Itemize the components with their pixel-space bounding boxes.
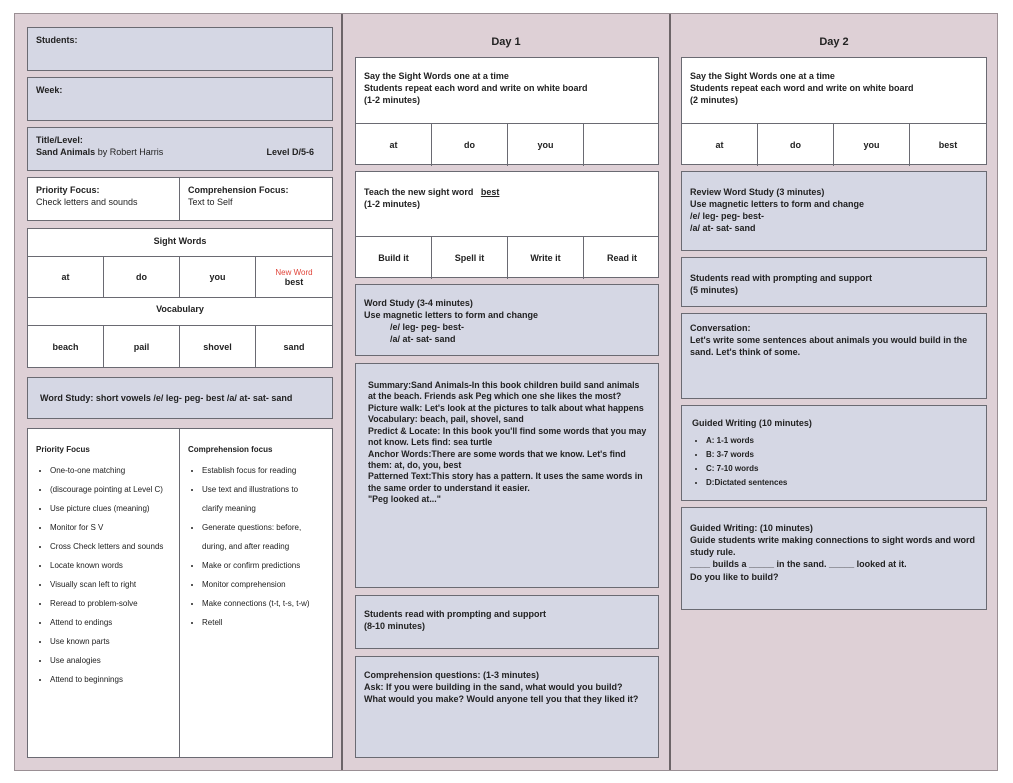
- book-level: Level D/5-6: [266, 147, 314, 158]
- list-item: • Retell: [202, 618, 326, 627]
- guided-prompt-instruction: Guide students write making connections to sight words and word study rule.: [690, 535, 976, 558]
- sight-word-cell: you: [508, 124, 584, 166]
- sight-intro-line: (1-2 minutes): [364, 95, 421, 106]
- day1-comprehension-box: [355, 656, 659, 758]
- day2-sight-row: [682, 123, 986, 166]
- word-study-line: /a/ at- sat- sand: [390, 334, 456, 345]
- day1-sight-intro: [356, 58, 658, 122]
- list-item: • C: 7-10 words: [706, 464, 978, 473]
- word-study-line: /e/ leg- peg- best-: [390, 322, 465, 333]
- day2-title: Day 2: [819, 36, 849, 48]
- comprehension-focus: [180, 178, 332, 220]
- priority-focus-label: Priority Focus:: [36, 185, 100, 195]
- day1-sight-box: [355, 57, 659, 165]
- day1-column: [343, 14, 671, 770]
- day2-sight-box: [681, 57, 987, 165]
- day1-summary-box: [355, 363, 659, 588]
- sight-word-cell: do: [758, 124, 834, 166]
- sight-words-title: Sight Words: [153, 236, 207, 246]
- patterned-text: Patterned Text:This story has a pattern. It uses the same words in the same order to understand it easier.: [368, 471, 643, 493]
- read-time: (5 minutes): [690, 285, 739, 296]
- pattern-quote: "Peg looked at...": [368, 494, 441, 505]
- day2-guided-writing-box: [681, 405, 987, 501]
- list-item: • Attend to beginnings: [50, 675, 173, 684]
- write-it-action: Write it: [508, 237, 584, 279]
- word-study-instruction: Use magnetic letters to form and change: [364, 310, 539, 321]
- list-item: • (discourage pointing at Level C): [50, 485, 173, 494]
- word-study-title: Word Study (3-4 minutes): [364, 298, 473, 308]
- day2-sight-intro: [682, 58, 986, 122]
- guided-writing-levels: [692, 436, 978, 487]
- list-item: • Make or confirm predictions: [202, 561, 326, 570]
- sight-intro-line: Students repeat each word and write on white board: [690, 83, 914, 94]
- sight-word-cell: you: [180, 257, 256, 297]
- day2-read-box: [681, 257, 987, 307]
- list-item: • Establish focus for reading: [202, 466, 326, 475]
- list-item: • Use text and illustrations to: [202, 485, 326, 494]
- predict-locate-text: Predict & Locate: In this book you'll find some words that you may not know. Lets find: sea turtle: [368, 425, 647, 448]
- sight-words-row: [28, 256, 332, 298]
- list-item: • Locate known words: [50, 561, 173, 570]
- sight-intro-line: (2 minutes): [690, 95, 739, 106]
- day1-title: Day 1: [491, 36, 521, 48]
- build-it-action: Build it: [356, 237, 432, 279]
- review-title: Review Word Study (3 minutes): [690, 187, 825, 197]
- comprehension-focus-label: Comprehension Focus:: [188, 185, 289, 195]
- teach-time: (1-2 minutes): [364, 199, 421, 210]
- day2-conversation-box: [681, 313, 987, 399]
- comp-list-title: Comprehension focus: [188, 445, 273, 454]
- list-item: • One-to-one matching: [50, 466, 173, 475]
- book-title: Sand Animals: [36, 147, 96, 158]
- review-instruction: Use magnetic letters to form and change: [690, 199, 865, 210]
- read-instruction: Students read with prompting and support: [690, 273, 872, 283]
- word-study-label: Word Study:: [40, 393, 94, 403]
- sight-word-cell: do: [432, 124, 508, 166]
- new-word-tag: New Word: [275, 267, 313, 277]
- vocab-cell: shovel: [180, 326, 256, 368]
- left-column: [15, 14, 343, 770]
- priority-list: [36, 466, 173, 684]
- guided-writing-title: Guided Writing (10 minutes): [692, 418, 812, 428]
- students-field[interactable]: [27, 27, 333, 71]
- comprehension-list-panel: [180, 429, 332, 757]
- priority-focus-text: Check letters and sounds: [36, 197, 138, 208]
- vocabulary-row: [28, 325, 332, 368]
- comprehension-focus-text: Text to Self: [188, 197, 233, 208]
- focus-box: [27, 177, 333, 221]
- word-study-text: short vowels /e/ leg- peg- best /a/ at- sat- sand: [95, 393, 293, 403]
- comprehension-list: [188, 466, 326, 627]
- sight-intro-line: Say the Sight Words one at a time: [364, 71, 509, 81]
- priority-list-panel: [28, 429, 180, 757]
- vocab-cell: pail: [104, 326, 180, 368]
- teach-word: best: [480, 187, 500, 197]
- day1-read-box: [355, 595, 659, 649]
- list-item: during, and after reading: [202, 542, 290, 551]
- list-item: clarify meaning: [202, 504, 256, 513]
- sight-word-cell: at: [682, 124, 758, 166]
- list-item: • Monitor for S V: [50, 523, 173, 532]
- day1-sight-row: [356, 123, 658, 166]
- conversation-text: Let's write some sentences about animals you would build in the sand. Let's think of some.: [690, 335, 968, 358]
- list-item: • Cross Check letters and sounds: [50, 542, 173, 551]
- actions-row: [356, 236, 658, 279]
- vocab-cell: beach: [28, 326, 104, 368]
- list-item: • Generate questions: before,: [202, 523, 326, 532]
- spell-it-action: Spell it: [432, 237, 508, 279]
- students-label: Students:: [36, 35, 78, 45]
- list-item: • Use known parts: [50, 637, 173, 646]
- lesson-plan-frame: [14, 13, 998, 771]
- summary-text: Summary:Sand Animals-In this book children build sand animals at the beach. Friends ask Peg which one she likes the most?: [368, 380, 640, 402]
- day2-column: [671, 14, 997, 770]
- sight-intro-line: Say the Sight Words one at a time: [690, 71, 835, 81]
- sight-word-cell: at: [356, 124, 432, 166]
- vocabulary-text: Vocabulary: beach, pail, shovel, sand: [368, 414, 524, 425]
- list-item: • Reread to problem-solve: [50, 599, 173, 608]
- teach-intro: [356, 172, 658, 216]
- comp-title: Comprehension questions: (1-3 minutes): [364, 670, 540, 680]
- title-level-label: Title/Level:: [36, 135, 83, 145]
- read-instruction: Students read with prompting and support: [364, 609, 546, 619]
- read-it-action: Read it: [606, 253, 637, 263]
- sight-word: best: [284, 276, 304, 287]
- focus-lists-box: [27, 428, 333, 758]
- picture-walk-text: Picture walk: Let's look at the pictures to talk about what happens: [368, 402, 644, 413]
- day2-guided-writing-prompt-box: [681, 507, 987, 610]
- comp-question: What would you make? Would anyone tell you that they liked it?: [364, 694, 639, 705]
- guided-prompt-title: Guided Writing: (10 minutes): [690, 523, 813, 533]
- sight-word-cell: at: [28, 257, 104, 297]
- list-item: • Monitor comprehension: [202, 580, 326, 589]
- week-label: Week:: [36, 85, 63, 95]
- vocab-cell: sand: [283, 342, 305, 352]
- review-line: /a/ at- sat- sand: [690, 223, 756, 234]
- list-item: • Attend to endings: [50, 618, 173, 627]
- sight-vocab-table: [27, 228, 333, 368]
- title-level-box: [27, 127, 333, 171]
- list-item: • Visually scan left to right: [50, 580, 173, 589]
- sight-word-cell-empty: [584, 124, 660, 166]
- read-time: (8-10 minutes): [364, 621, 426, 632]
- comp-question: Ask: If you were building in the sand, what would you build?: [364, 682, 623, 693]
- list-item: • Use picture clues (meaning): [50, 504, 173, 513]
- anchor-words-text: Anchor Words:There are some words that we know. Let's find them: at, do, you, best: [368, 448, 626, 470]
- book-author: by Robert Harris: [97, 147, 164, 158]
- conversation-title: Conversation:: [690, 323, 751, 333]
- sight-word-cell: you: [834, 124, 910, 166]
- list-item: • D:Dictated sentences: [706, 478, 978, 487]
- review-line: /e/ leg- peg- best-: [690, 211, 765, 222]
- guided-prompt-question: Do you like to build?: [690, 571, 779, 582]
- sight-word-cell: best: [938, 140, 958, 150]
- word-study-box: [27, 377, 333, 419]
- sight-word-cell: do: [104, 257, 180, 297]
- priority-focus: [28, 178, 180, 220]
- sight-intro-line: Students repeat each word and write on white board: [364, 83, 588, 94]
- new-sight-word-cell: [256, 257, 332, 297]
- teach-label: Teach the new sight word: [364, 187, 474, 197]
- day2-review-box: [681, 171, 987, 251]
- day1-word-study-box: [355, 284, 659, 356]
- list-item: • Use analogies: [50, 656, 173, 665]
- list-item: • B: 3-7 words: [706, 450, 978, 459]
- day1-teach-box: [355, 171, 659, 278]
- guided-prompt-sentence: ____ builds a _____ in the sand. _____ looked at it.: [690, 559, 907, 570]
- priority-list-title: Priority Focus: [36, 445, 90, 454]
- list-item: • Make connections (t-t, t-s, t-w): [202, 599, 326, 608]
- list-item: • A: 1-1 words: [706, 436, 978, 445]
- vocabulary-title: Vocabulary: [156, 304, 204, 314]
- week-field[interactable]: [27, 77, 333, 121]
